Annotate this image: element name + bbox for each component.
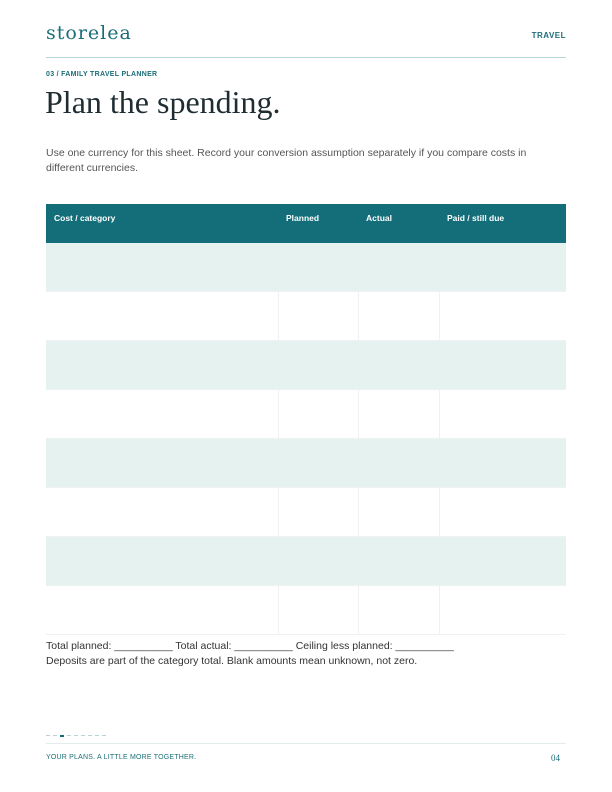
table-cell-actual xyxy=(358,439,439,487)
table-row xyxy=(46,243,566,292)
table-cell-planned xyxy=(278,488,358,536)
table-cell-category xyxy=(46,341,278,389)
table-cell-actual xyxy=(358,243,439,291)
section-tag: TRAVEL xyxy=(531,31,566,40)
table-row xyxy=(46,341,566,390)
progress-dot xyxy=(95,735,99,736)
table-row xyxy=(46,537,566,586)
table-cell-paid xyxy=(439,586,566,634)
progress-dot xyxy=(81,735,85,736)
totals-line: Total planned: __________ Total actual: __________ Ceiling less planned: __________ xyxy=(46,640,454,652)
table-cell-paid xyxy=(439,292,566,340)
table-cell-paid xyxy=(439,243,566,291)
table-cell-category xyxy=(46,586,278,634)
footer-tagline: YOUR PLANS. A LITTLE MORE TOGETHER. xyxy=(46,754,197,761)
table-cell-planned xyxy=(278,390,358,438)
table-cell-planned xyxy=(278,341,358,389)
column-header-planned: Planned xyxy=(286,213,320,223)
table-cell-planned xyxy=(278,586,358,634)
table-cell-planned xyxy=(278,537,358,585)
progress-dot-active xyxy=(60,735,64,737)
table-body xyxy=(46,243,566,635)
progress-dot xyxy=(74,735,78,736)
table-cell-category xyxy=(46,243,278,291)
table-cell-category xyxy=(46,292,278,340)
table-cell-actual xyxy=(358,586,439,634)
table-cell-paid xyxy=(439,537,566,585)
table-note: Deposits are part of the category total. Blank amounts mean unknown, not zero. xyxy=(46,655,418,667)
progress-dot xyxy=(46,735,50,736)
table-header xyxy=(46,204,566,243)
page-number: 04 xyxy=(551,753,560,763)
table-row xyxy=(46,439,566,488)
table-cell-actual xyxy=(358,537,439,585)
spending-table xyxy=(46,204,566,635)
table-cell-actual xyxy=(358,341,439,389)
table-cell-category xyxy=(46,537,278,585)
eyebrow-label: 03 / FAMILY TRAVEL PLANNER xyxy=(46,71,158,78)
table-cell-paid xyxy=(439,488,566,536)
table-cell-paid xyxy=(439,390,566,438)
progress-dot xyxy=(102,735,106,736)
table-cell-paid xyxy=(439,439,566,487)
column-header-category: Cost / category xyxy=(54,213,116,223)
header-divider xyxy=(46,57,566,58)
table-cell-actual xyxy=(358,292,439,340)
progress-dot xyxy=(88,735,92,736)
table-cell-category xyxy=(46,390,278,438)
table-cell-paid xyxy=(439,341,566,389)
progress-dot xyxy=(67,735,71,736)
intro-text: Use one currency for this sheet. Record your conversion assumption separately if you compare costs in different currencies. xyxy=(46,147,527,174)
table-row xyxy=(46,292,566,341)
table-row xyxy=(46,488,566,537)
table-cell-actual xyxy=(358,390,439,438)
table-row xyxy=(46,586,566,635)
brand-logo: storelea xyxy=(46,22,132,44)
progress-dot xyxy=(53,735,57,736)
table-cell-planned xyxy=(278,243,358,291)
page-progress-dots xyxy=(46,735,106,737)
table-cell-category xyxy=(46,488,278,536)
table-row xyxy=(46,390,566,439)
table-cell-category xyxy=(46,439,278,487)
column-header-actual: Actual xyxy=(366,213,392,223)
page-title: Plan the spending. xyxy=(45,84,281,120)
table-cell-planned xyxy=(278,292,358,340)
column-header-paid: Paid / still due xyxy=(447,213,505,223)
table-cell-actual xyxy=(358,488,439,536)
table-cell-planned xyxy=(278,439,358,487)
footer-divider xyxy=(46,743,566,744)
